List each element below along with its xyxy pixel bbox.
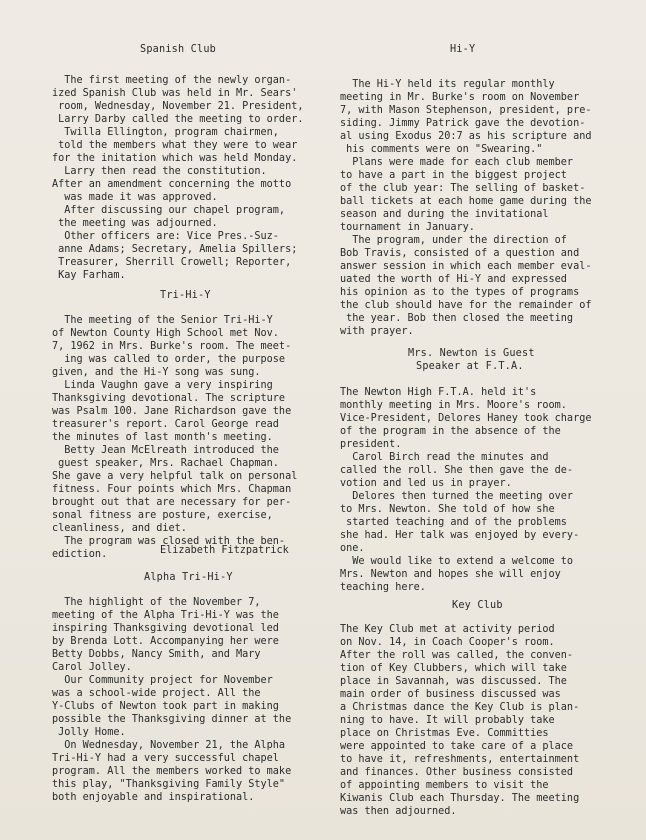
- body-line: was a school-wide project. All the: [52, 688, 261, 699]
- body-line: Our Community project for November: [52, 675, 273, 686]
- section-title: Key Club: [452, 600, 503, 611]
- section-title: Hi-Y: [450, 44, 476, 55]
- body-line: Kay Farham.: [52, 270, 126, 281]
- body-line: Bob Travis, consisted of a question and: [340, 248, 580, 259]
- body-line: was then adjourned.: [340, 806, 457, 817]
- body-line: for the initation which was held Monday.: [52, 153, 298, 164]
- body-line: both enjoyable and inspirational.: [52, 792, 255, 803]
- body-line: Delores then turned the meeting over: [340, 491, 574, 502]
- body-line: tion of Key Clubbers, which will take: [340, 663, 567, 674]
- body-line: of the club year: The selling of basket-: [340, 183, 586, 194]
- body-line: The Newton High F.T.A. held it's: [340, 387, 537, 398]
- body-line: with prayer.: [340, 326, 414, 337]
- body-line: monthly meeting in Mrs. Moore's room.: [340, 400, 567, 411]
- body-line: on Nov. 14, in Coach Cooper's room.: [340, 637, 555, 648]
- body-line: The Hi-Y held its regular monthly: [340, 79, 555, 90]
- body-line: place in Savannah, was discussed. The: [340, 676, 567, 687]
- body-line: Thanksgiving devotional. The scripture: [52, 393, 286, 404]
- body-line: Carol Birch read the minutes and: [340, 452, 549, 463]
- body-line: to have a part in the biggest project: [340, 170, 567, 181]
- body-line: inspiring Thanksgiving devotional led: [52, 623, 279, 634]
- body-line: of appointing members to visit the: [340, 780, 549, 791]
- section-title: Alpha Tri-Hi-Y: [144, 572, 233, 583]
- body-line: president.: [340, 439, 402, 450]
- body-line: room, Wednesday, November 21. President,: [52, 101, 304, 112]
- body-line: meeting in Mr. Burke's room on November: [340, 92, 580, 103]
- body-line: Tri-Hi-Y had a very successful chapel: [52, 753, 279, 764]
- body-line: On Wednesday, November 21, the Alpha: [52, 740, 286, 751]
- body-line: season and during the invitational: [340, 209, 549, 220]
- body-line: to have it, refreshments, entertainment: [340, 754, 580, 765]
- body-line: and finances. Other business consisted: [340, 767, 574, 778]
- body-line: siding. Jimmy Patrick gave the devotion-: [340, 118, 586, 129]
- body-line: ediction.: [52, 549, 108, 560]
- body-line: fitness. Four points which Mrs. Chapman: [52, 484, 292, 495]
- body-line: this play, "Thanksgiving Family Style": [52, 779, 286, 790]
- body-line: started teaching and of the problems: [340, 517, 567, 528]
- body-line: Betty Dobbs, Nancy Smith, and Mary: [52, 649, 261, 660]
- body-line: The first meeting of the newly organ-: [52, 75, 292, 86]
- body-line: Plans were made for each club member: [340, 157, 574, 168]
- body-line: After discussing our chapel program,: [52, 205, 286, 216]
- body-line: the minutes of last month's meeting.: [52, 432, 273, 443]
- body-line: al using Exodus 20:7 as his scripture and: [340, 131, 592, 142]
- body-line: one.: [340, 543, 365, 554]
- body-line: Betty Jean McElreath introduced the: [52, 445, 279, 456]
- body-line: ball tickets at each home game during the: [340, 196, 592, 207]
- body-line: votion and led us in prayer.: [340, 478, 512, 489]
- body-line: given, and the Hi-Y song was sung.: [52, 367, 261, 378]
- body-line: After an amendment concerning the motto: [52, 179, 292, 190]
- body-line: she had. Her talk was enjoyed by every-: [340, 530, 580, 541]
- body-line: the meeting was adjourned.: [52, 218, 218, 229]
- body-line: tournament in January.: [340, 222, 475, 233]
- body-line: Vice-President, Delores Haney took charge: [340, 413, 592, 424]
- body-line: Larry then read the constitution.: [52, 166, 267, 177]
- body-line: ning to have. It will probably take: [340, 715, 555, 726]
- section-title-line: Mrs. Newton is Guest: [408, 348, 535, 359]
- body-line: The program was closed with the ben-: [52, 536, 286, 547]
- body-line: brought out that are necessary for per-: [52, 497, 292, 508]
- body-line: main order of business discussed was: [340, 689, 561, 700]
- body-line: Larry Darby called the meeting to order.: [52, 114, 304, 125]
- body-line: Kiwanis Club each Thursday. The meeting: [340, 793, 580, 804]
- body-line: treasurer's report. Carol George read: [52, 419, 279, 430]
- body-line: a Christmas dance the Key Club is plan-: [340, 702, 580, 713]
- body-line: The Key Club met at activity period: [340, 624, 555, 635]
- body-line: the club should have for the remainder of: [340, 300, 592, 311]
- body-line: The meeting of the Senior Tri-Hi-Y: [52, 315, 273, 326]
- body-line: of Newton County High School met Nov.: [52, 328, 279, 339]
- body-line: possible the Thanksgiving dinner at the: [52, 714, 292, 725]
- body-line: uated the worth of Hi-Y and expressed: [340, 274, 567, 285]
- body-line: She gave a very helpful talk on personal: [52, 471, 298, 482]
- body-line: his comments were on "Swearing.": [340, 144, 543, 155]
- body-line: answer session in which each member eval-: [340, 261, 592, 272]
- body-line: cleanliness, and diet.: [52, 523, 187, 534]
- body-line: Treasurer, Sherrill Crowell; Reporter,: [52, 257, 292, 268]
- body-line: was Psalm 100. Jane Richardson gave the: [52, 406, 292, 417]
- body-line: by Brenda Lott. Accompanying her were: [52, 636, 279, 647]
- body-line: his opinion as to the types of programs: [340, 287, 580, 298]
- body-line: We would like to extend a welcome to: [340, 556, 574, 567]
- body-line: were appointed to take care of a place: [340, 741, 574, 752]
- signature: Elizabeth Fitzpatrick: [160, 545, 289, 556]
- body-line: program. All the members worked to make: [52, 766, 292, 777]
- body-line: Carol Jolley.: [52, 662, 132, 673]
- body-line: teaching here.: [340, 582, 426, 593]
- body-line: of the program in the absence of the: [340, 426, 561, 437]
- body-line: ized Spanish Club was held in Mr. Sears': [52, 88, 298, 99]
- body-line: told the members what they were to wear: [52, 140, 298, 151]
- body-line: sonal fitness are posture, exercise,: [52, 510, 273, 521]
- body-line: Other officers are: Vice Pres.-Suz-: [52, 231, 279, 242]
- body-line: anne Adams; Secretary, Amelia Spillers;: [52, 244, 298, 255]
- body-line: Twilla Ellington, program chairmen,: [52, 127, 279, 138]
- section-title: Spanish Club: [140, 44, 217, 55]
- body-line: called the roll. She then gave the de-: [340, 465, 574, 476]
- body-line: to Mrs. Newton. She told of how she: [340, 504, 555, 515]
- body-line: was made it was approved.: [52, 192, 218, 203]
- body-line: 7, 1962 in Mrs. Burke's room. The meet-: [52, 341, 292, 352]
- body-line: Linda Vaughn gave a very inspiring: [52, 380, 273, 391]
- body-line: guest speaker, Mrs. Rachael Chapman.: [52, 458, 279, 469]
- body-line: After the roll was called, the conven-: [340, 650, 574, 661]
- body-line: Mrs. Newton and hopes she will enjoy: [340, 569, 561, 580]
- body-line: The program, under the direction of: [340, 235, 567, 246]
- section-title: Tri-Hi-Y: [160, 290, 211, 301]
- body-line: 7, with Mason Stephenson, president, pre-: [340, 105, 592, 116]
- body-line: Y-Clubs of Newton took part in making: [52, 701, 279, 712]
- body-line: place on Christmas Eve. Committies: [340, 728, 549, 739]
- body-line: meeting of the Alpha Tri-Hi-Y was the: [52, 610, 279, 621]
- body-line: the year. Bob then closed the meeting: [340, 313, 574, 324]
- body-line: The highlight of the November 7,: [52, 597, 261, 608]
- section-title-line: Speaker at F.T.A.: [416, 361, 524, 372]
- body-line: ing was called to order, the purpose: [52, 354, 286, 365]
- body-line: Jolly Home.: [52, 727, 126, 738]
